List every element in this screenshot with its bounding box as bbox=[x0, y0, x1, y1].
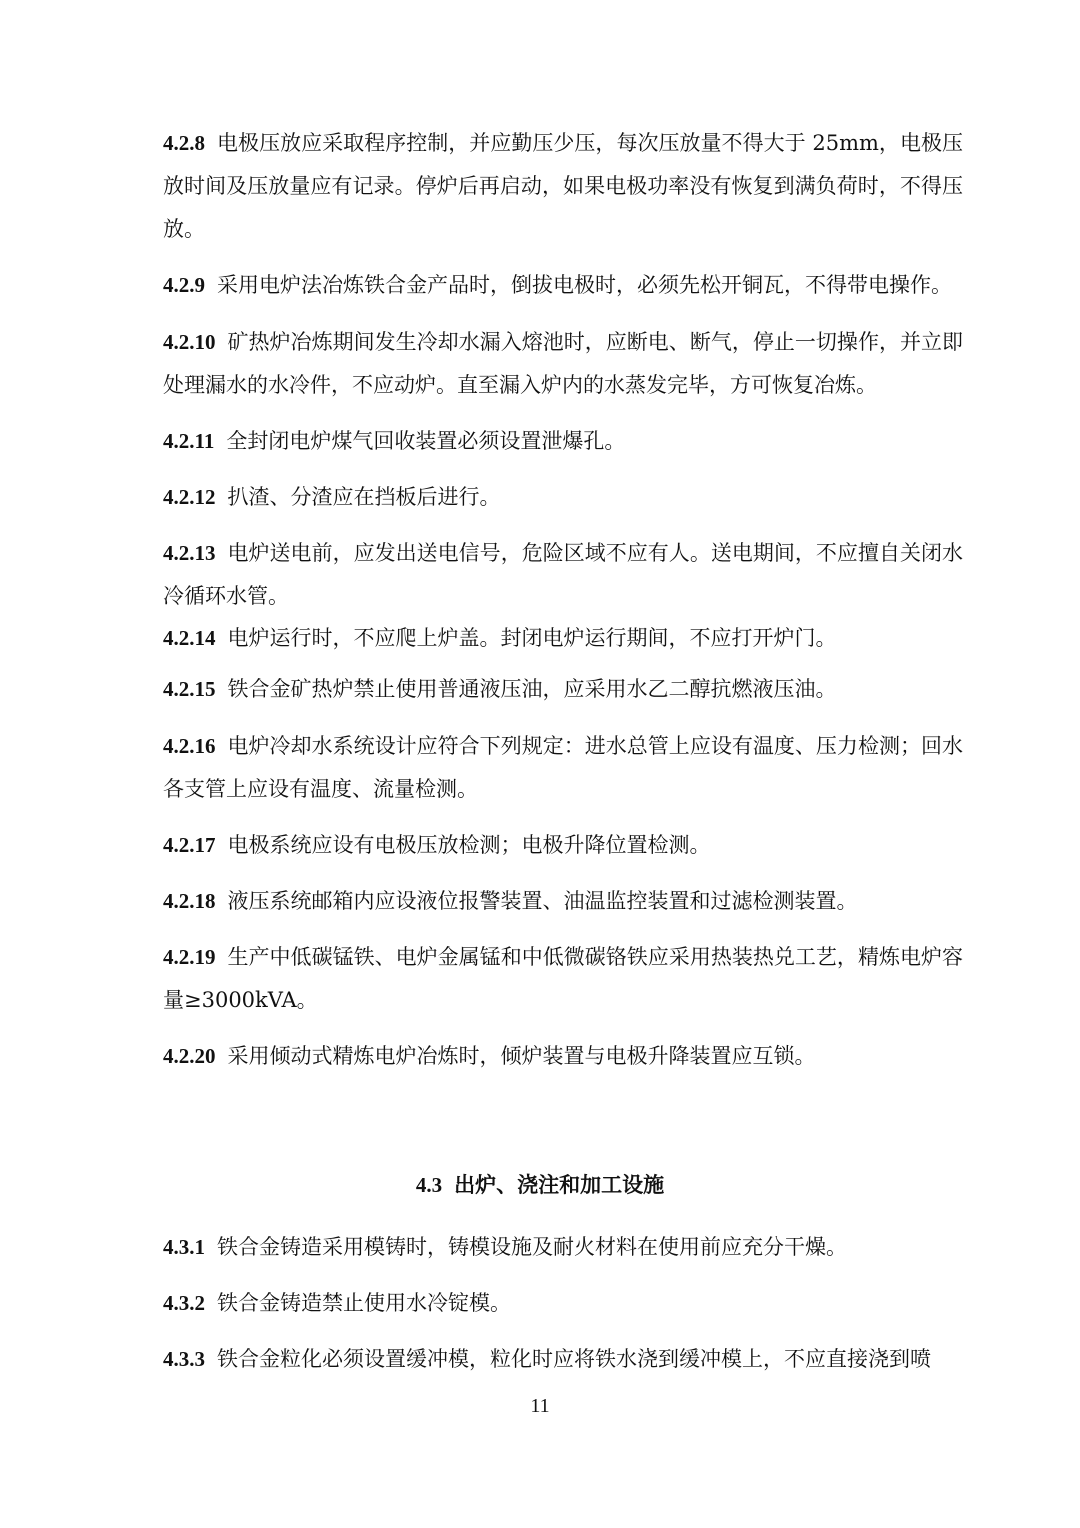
clause-4-2-16 bbox=[163, 725, 963, 811]
clause-4-3-2 bbox=[163, 1282, 963, 1325]
clause-text: 生产中低碳锰铁、电炉金属锰和中低微碳铬铁应采用热装热兑工艺，精炼电炉容量≥3000kVA。 bbox=[163, 945, 963, 1012]
clause-text: 电炉冷却水系统设计应符合下列规定：进水总管上应设有温度、压力检测；回水各支管上应设有温度、流量检测。 bbox=[163, 734, 963, 801]
clause-4-2-8 bbox=[163, 122, 963, 251]
clause-text: 液压系统邮箱内应设液位报警装置、油温监控装置和过滤检测装置。 bbox=[227, 889, 858, 913]
clause-number: 4.2.11 bbox=[163, 429, 215, 453]
clause-text: 铁合金矿热炉禁止使用普通液压油，应采用水乙二醇抗燃液压油。 bbox=[227, 677, 837, 701]
clause-number: 4.3.2 bbox=[163, 1291, 205, 1315]
clause-4-3-3 bbox=[163, 1338, 963, 1381]
clause-number: 4.2.10 bbox=[163, 330, 216, 354]
clause-4-2-18 bbox=[163, 880, 963, 923]
clause-text: 电炉送电前，应发出送电信号，危险区域不应有人。送电期间，不应擅自关闭水冷循环水管。 bbox=[163, 541, 963, 608]
clause-number: 4.2.12 bbox=[163, 485, 216, 509]
clause-number: 4.2.9 bbox=[163, 273, 205, 297]
page-number: 11 bbox=[530, 1395, 550, 1417]
clause-4-2-13 bbox=[163, 532, 963, 618]
clause-number: 4.2.15 bbox=[163, 677, 216, 701]
clause-number: 4.2.19 bbox=[163, 945, 216, 969]
clause-4-3-1 bbox=[163, 1226, 963, 1269]
clause-number: 4.2.14 bbox=[163, 626, 216, 650]
clause-number: 4.2.8 bbox=[163, 131, 205, 155]
clause-4-2-9 bbox=[163, 264, 963, 307]
clause-number: 4.2.20 bbox=[163, 1044, 216, 1068]
clause-4-2-11 bbox=[163, 420, 963, 463]
clause-4-2-19 bbox=[163, 936, 963, 1022]
clause-text: 铁合金铸造禁止使用水冷锭模。 bbox=[217, 1291, 511, 1315]
clause-text: 电炉运行时，不应爬上炉盖。封闭电炉运行期间，不应打开炉门。 bbox=[227, 626, 837, 650]
clause-number: 4.3.1 bbox=[163, 1235, 205, 1259]
clause-4-2-14 bbox=[163, 617, 963, 660]
clause-number: 4.2.17 bbox=[163, 833, 216, 857]
clause-4-2-20 bbox=[163, 1035, 963, 1078]
clause-4-2-17 bbox=[163, 824, 963, 867]
clause-text: 矿热炉冶炼期间发生冷却水漏入熔池时，应断电、断气，停止一切操作，并立即处理漏水的水冷件，不应动炉。直至漏入炉内的水蒸发完毕，方可恢复冶炼。 bbox=[163, 330, 963, 397]
clause-number: 4.2.16 bbox=[163, 734, 216, 758]
clause-text: 铁合金铸造采用模铸时，铸模设施及耐火材料在使用前应充分干燥。 bbox=[217, 1235, 847, 1259]
section-number: 4.3 bbox=[415, 1173, 443, 1197]
clause-text: 扒渣、分渣应在挡板后进行。 bbox=[227, 485, 501, 509]
clause-number: 4.2.13 bbox=[163, 541, 216, 565]
section-heading bbox=[0, 1163, 1080, 1207]
clause-4-2-15 bbox=[163, 668, 963, 711]
section-title: 出炉、浇注和加工设施 bbox=[454, 1172, 665, 1197]
clause-text: 采用电炉法冶炼铁合金产品时，倒拔电极时，必须先松开铜瓦，不得带电操作。 bbox=[217, 273, 952, 297]
clause-text: 电极系统应设有电极压放检测；电极升降位置检测。 bbox=[227, 833, 711, 857]
clause-4-2-10 bbox=[163, 321, 963, 407]
clause-text: 采用倾动式精炼电炉冶炼时，倾炉装置与电极升降装置应互锁。 bbox=[227, 1044, 816, 1068]
clause-text: 全封闭电炉煤气回收装置必须设置泄爆孔。 bbox=[226, 429, 626, 453]
clause-text: 电极压放应采取程序控制，并应勤压少压，每次压放量不得大于 25mm，电极压放时间及压放量应有记录。停炉后再启动，如果电极功率没有恢复到满负荷时，不得压放。 bbox=[163, 131, 963, 241]
clause-text: 铁合金粒化必须设置缓冲模，粒化时应将铁水浇到缓冲模上，不应直接浇到喷 bbox=[217, 1347, 931, 1371]
clause-4-2-12 bbox=[163, 476, 963, 519]
clause-number: 4.3.3 bbox=[163, 1347, 205, 1371]
clause-number: 4.2.18 bbox=[163, 889, 216, 913]
